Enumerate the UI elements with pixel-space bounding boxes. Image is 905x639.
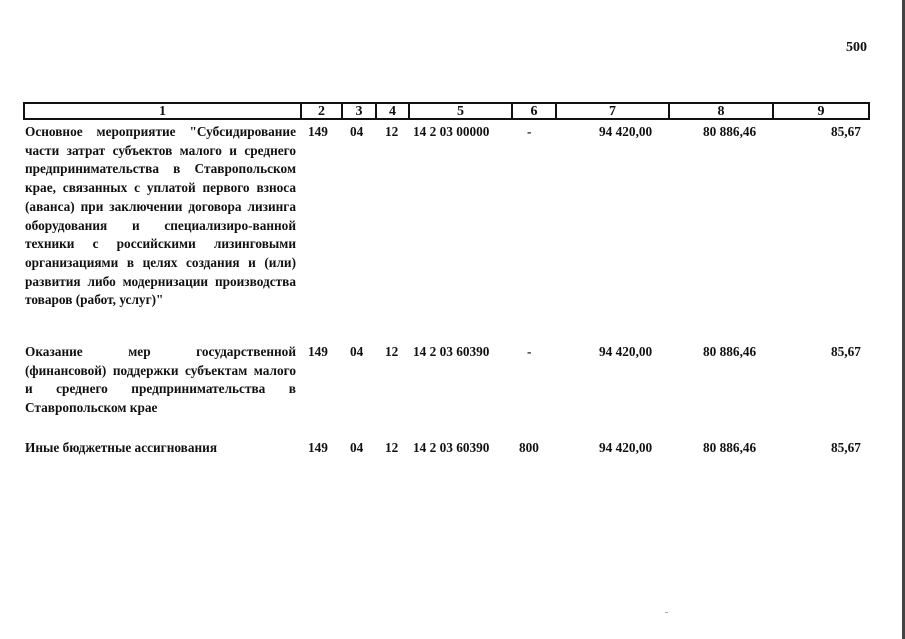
row-value-9: 85,67 xyxy=(831,344,861,359)
header-col-8: 8 xyxy=(668,104,772,118)
header-col-3: 3 xyxy=(341,104,375,118)
row-value-9: 85,67 xyxy=(831,440,861,455)
page-number: 500 xyxy=(846,40,867,55)
header-col-2: 2 xyxy=(300,104,341,118)
row-code-5: 14 2 03 00000 xyxy=(413,124,490,139)
row-value-7: 94 420,00 xyxy=(599,124,653,139)
scan-speck xyxy=(665,612,668,613)
header-col-5: 5 xyxy=(408,104,511,118)
row-value-8: 80 886,46 xyxy=(703,124,757,139)
row-code-6: - xyxy=(527,124,532,139)
row-code-3: 04 xyxy=(350,440,364,455)
row-code-4: 12 xyxy=(385,440,399,455)
row-value-8: 80 886,46 xyxy=(703,344,757,359)
header-col-9: 9 xyxy=(772,104,868,118)
table-header xyxy=(23,102,870,120)
row-value-9: 85,67 xyxy=(831,124,861,139)
row-code-6: - xyxy=(527,344,532,359)
row-code-5: 14 2 03 60390 xyxy=(413,344,490,359)
row-code-5: 14 2 03 60390 xyxy=(413,440,490,455)
row-code-6: 800 xyxy=(519,440,539,455)
row-name: Иные бюджетные ассигнования xyxy=(25,440,218,455)
row-value-7: 94 420,00 xyxy=(599,344,653,359)
row-value-7: 94 420,00 xyxy=(599,440,653,455)
row-code-4: 12 xyxy=(385,344,399,359)
header-col-6: 6 xyxy=(511,104,555,118)
row-code-2: 149 xyxy=(308,440,328,455)
row-name: Оказание мер государственной (финансовой) поддержки субъектам малого и среднего предпринимательства в Ставропольском крае xyxy=(25,344,296,416)
row-code-2: 149 xyxy=(308,344,328,359)
row-code-3: 04 xyxy=(350,344,364,359)
row-code-4: 12 xyxy=(385,124,399,139)
row-value-8: 80 886,46 xyxy=(703,440,757,455)
row-name: Основное мероприятие "Субсидирование части затрат субъектов малого и среднего предпринимательства в Ставропольском крае, связанных с уплатой первого взноса (аванса) при заключении договора лизинга оборудования и специализиро-ванной техники с российскими лизинговыми организациями в целях создания и (или) развития либо модернизации производства товаров (работ, услуг)" xyxy=(25,124,296,308)
header-col-7: 7 xyxy=(555,104,668,118)
row-code-2: 149 xyxy=(308,124,328,139)
header-col-4: 4 xyxy=(375,104,408,118)
header-col-1: 1 xyxy=(159,104,166,119)
row-code-3: 04 xyxy=(350,124,364,139)
